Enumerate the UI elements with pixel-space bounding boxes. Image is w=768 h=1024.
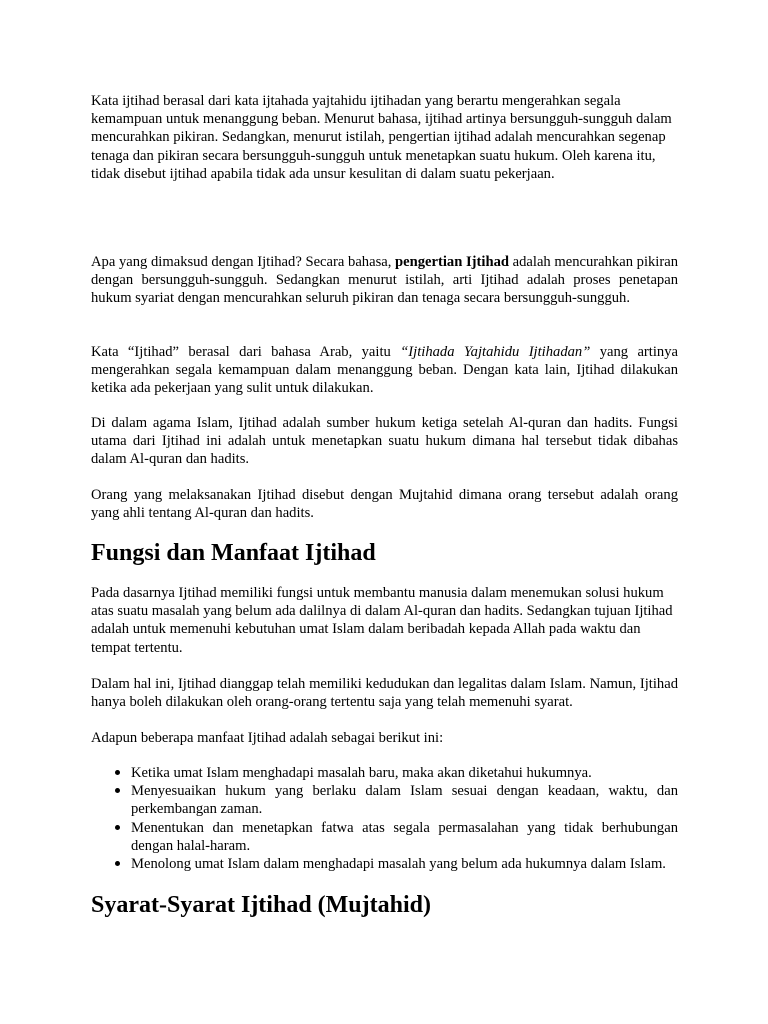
paragraph-arabic-origin-rest: yang artinya mengerahkan segala kemampuan dalam menanggung beban. Dengan kata lain, Ijtihad dilakukan ketika ada pekerjaan yang sulit untuk dilakukan. (91, 344, 678, 397)
paragraph-mujtahid: Orang yang melaksanakan Ijtihad disebut dengan Mujtahid dimana orang tersebut adalah orang yang ahli tentang Al-quran dan hadits. (91, 487, 678, 522)
benefits-list (91, 764, 678, 873)
bullet-icon (115, 770, 120, 775)
heading-fungsi-manfaat: Fungsi dan Manfaat Ijtihad (91, 540, 376, 566)
bold-term-pengertian-ijtihad: pengertian Ijtihad (395, 254, 509, 270)
paragraph-legitimacy: Dalam hal ini, Ijtihad dianggap telah memiliki kedudukan dan legalitas dalam Islam. Namun, Ijtihad hanya boleh dilakukan oleh orang-orang tertentu saja yang telah memenuhi syarat. (91, 676, 678, 711)
paragraph-arabic-origin (91, 343, 678, 398)
list-item: Menentukan dan menetapkan fatwa atas segala permasalahan yang tidak berhubungan dengan halal-haram. (91, 819, 678, 855)
heading-syarat-ijtihad: Syarat-Syarat Ijtihad (Mujtahid) (91, 892, 431, 918)
paragraph-definition-rest: adalah mencurahkan pikiran dengan bersungguh-sungguh. Sedangkan menurut istilah, arti Ijtihad adalah proses penetapan hukum syariat dengan mencurahkan seluruh pikiran dan tenaga secara bersungguh-sungguh. (91, 254, 678, 307)
bullet-icon (115, 861, 120, 866)
paragraph-benefits-intro: Adapun beberapa manfaat Ijtihad adalah sebagai berikut ini: (91, 730, 444, 746)
list-item: Ketika umat Islam menghadapi masalah baru, maka akan diketahui hukumnya. (91, 764, 678, 782)
paragraph-arabic-origin-intro: Kata “Ijtihad” berasal dari bahasa Arab, yaitu (91, 344, 401, 360)
paragraph-definition-intro: Apa yang dimaksud dengan Ijtihad? Secara bahasa, (91, 254, 396, 270)
paragraph-function: Pada dasarnya Ijtihad memiliki fungsi untuk membantu manusia dalam menemukan solusi hukum atas suatu masalah yang belum ada dalilnya di dalam Al-quran dan hadits. Sedangkan tujuan Ijtihad adalah untuk memenuhi kebutuhan umat Islam dalam beribadah kepada Allah pada waktu dan tempat tertentu. (91, 585, 673, 656)
paragraph-origin-of-ijtihad: Kata ijtihad berasal dari kata ijtahada yajtahidu ijtihadan yang berartu mengerahkan segala kemampuan untuk menanggung beban. Menurut bahasa, ijtihad artinya bersungguh-sungguh dalam mencurahkan pikiran. Sedangkan, menurut istilah, pengertian ijtihad adalah mencurahkan segenap tenaga dan pikiran secara bersungguh-sungguh untuk menetapkan suatu hukum. Oleh karena itu, tidak disebut ijtihad apabila tidak ada unsur kesulitan di dalam suatu pekerjaan. (91, 93, 672, 182)
list-item: Menolong umat Islam dalam menghadapi masalah yang belum ada hukumnya dalam Islam. (91, 855, 678, 873)
bullet-icon (115, 825, 120, 830)
paragraph-source-of-law: Di dalam agama Islam, Ijtihad adalah sumber hukum ketiga setelah Al-quran dan hadits. Fungsi utama dari Ijtihad ini adalah untuk menetapkan suatu hukum dimana hal tersebut tidak dibahas dalam Al-quran dan hadits. (91, 415, 678, 468)
paragraph-definition (91, 253, 678, 308)
list-item: Menyesuaikan hukum yang berlaku dalam Islam sesuai dengan keadaan, waktu, dan perkembangan zaman. (91, 782, 678, 818)
italic-arabic-phrase: “Ijtihada Yajtahidu Ijtihadan” (400, 344, 591, 360)
